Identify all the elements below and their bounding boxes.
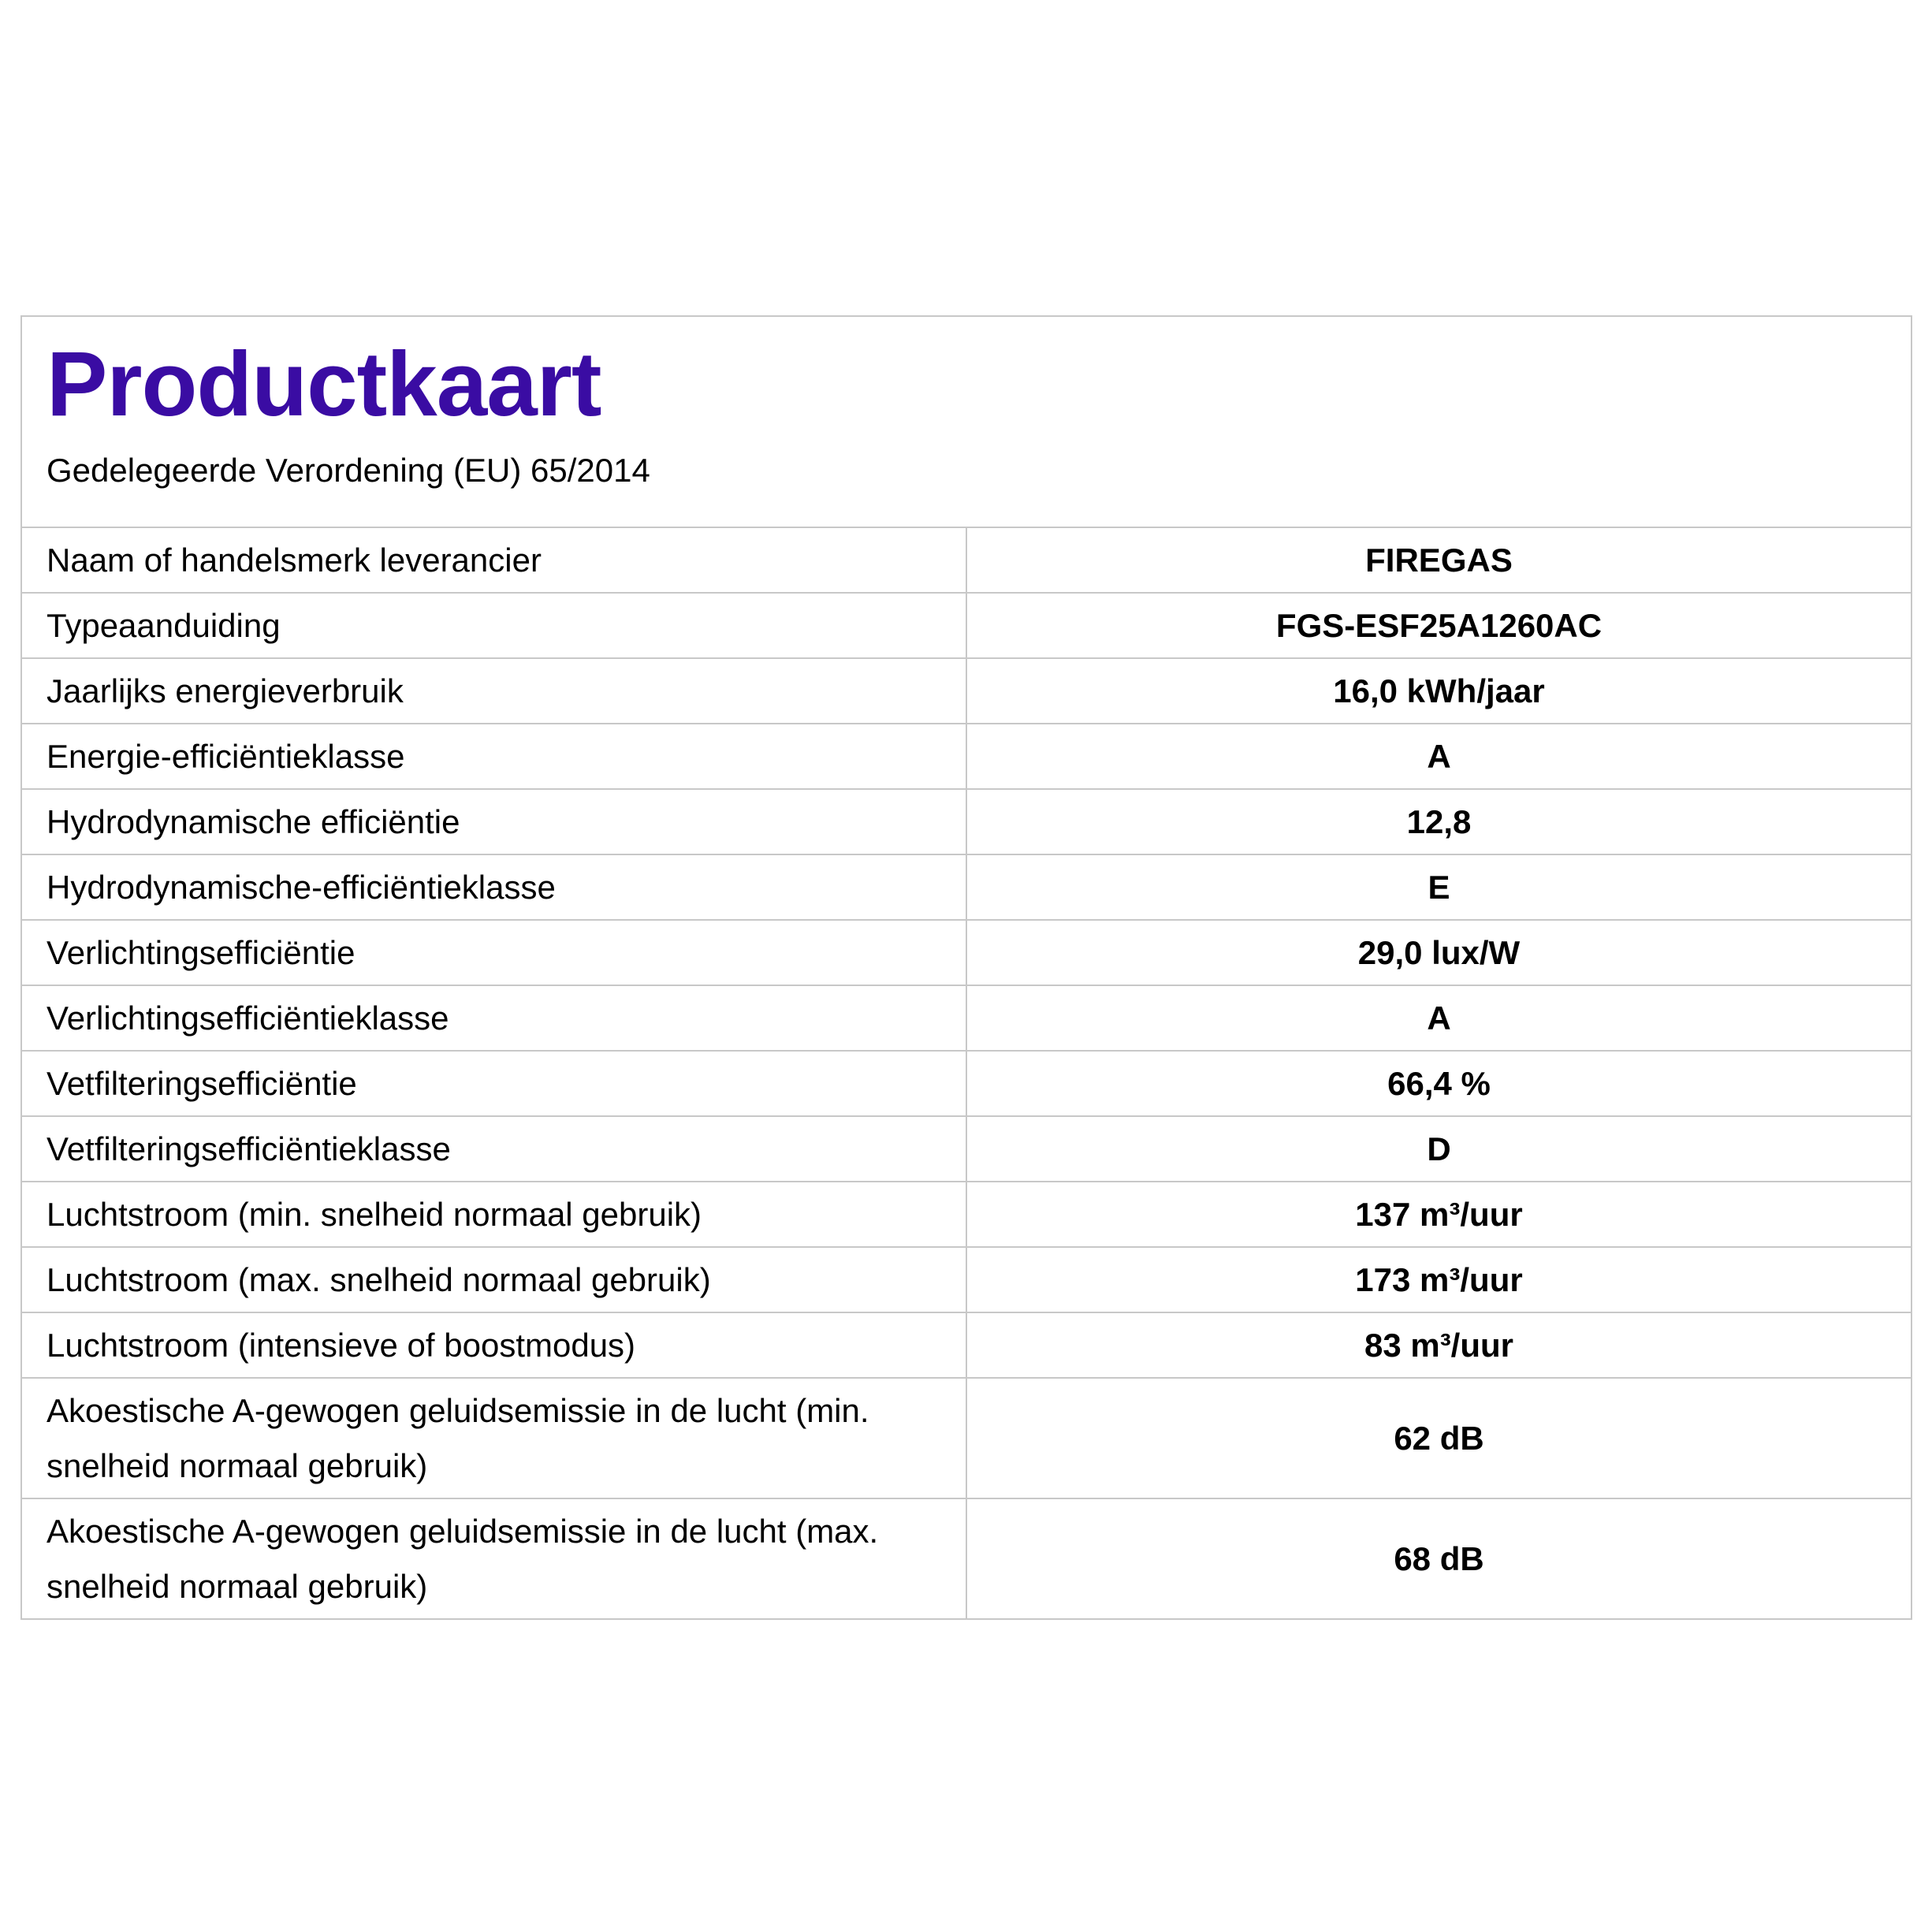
table-row [22, 593, 1911, 658]
product-card [20, 315, 1912, 1620]
table-row [22, 528, 1911, 593]
specs-table [22, 528, 1911, 1618]
table-row [22, 1312, 1911, 1378]
table-row [22, 1247, 1911, 1312]
table-row [22, 1116, 1911, 1182]
row-value: 68 dB [966, 1498, 1911, 1618]
row-value: E [966, 854, 1911, 920]
row-label: Akoestische A-gewogen geluidsemissie in de lucht (min. snelheid normaal gebruik) [22, 1378, 966, 1498]
row-label: Energie-efficiëntieklasse [22, 724, 966, 789]
row-label: Verlichtingsefficiëntie [22, 920, 966, 985]
row-value: 173 m³/uur [966, 1247, 1911, 1312]
row-label: Vetfilteringsefficiëntie [22, 1051, 966, 1116]
row-value: 29,0 lux/W [966, 920, 1911, 985]
row-value: 66,4 % [966, 1051, 1911, 1116]
table-row [22, 1378, 1911, 1498]
row-label: Luchtstroom (min. snelheid normaal gebruik) [22, 1182, 966, 1247]
regulation-subtitle: Gedelegeerde Verordening (EU) 65/2014 [47, 452, 650, 489]
row-value: D [966, 1116, 1911, 1182]
table-row [22, 854, 1911, 920]
table-row [22, 920, 1911, 985]
row-value: A [966, 724, 1911, 789]
table-row [22, 658, 1911, 724]
row-value: FIREGAS [1365, 541, 1513, 579]
row-value: 12,8 [966, 789, 1911, 854]
row-label: Hydrodynamische efficiëntie [22, 789, 966, 854]
row-label: Verlichtingsefficiëntieklasse [22, 985, 966, 1051]
table-row [22, 1051, 1911, 1116]
row-label: Akoestische A-gewogen geluidsemissie in de lucht (max. snelheid normaal gebruik) [22, 1498, 966, 1618]
row-value: A [966, 985, 1911, 1051]
row-value: 137 m³/uur [966, 1182, 1911, 1247]
table-row [22, 985, 1911, 1051]
table-row [22, 789, 1911, 854]
row-label: Vetfilteringsefficiëntieklasse [22, 1116, 966, 1182]
row-value: 62 dB [966, 1378, 1911, 1498]
page-title: Productkaart [47, 333, 601, 435]
row-label: Hydrodynamische-efficiëntieklasse [22, 854, 966, 920]
table-row [22, 1498, 1911, 1618]
row-label: Jaarlijks energieverbruik [22, 658, 966, 724]
row-value: FGS-ESF25A1260AC [966, 593, 1911, 658]
table-row [22, 1182, 1911, 1247]
row-value: 83 m³/uur [966, 1312, 1911, 1378]
row-label: Luchtstroom (intensieve of boostmodus) [22, 1312, 966, 1378]
row-label: Typeaanduiding [22, 593, 966, 658]
card-header [22, 317, 1911, 528]
table-row [22, 724, 1911, 789]
row-label: Luchtstroom (max. snelheid normaal gebruik) [22, 1247, 966, 1312]
row-value: 16,0 kWh/jaar [966, 658, 1911, 724]
row-label: Naam of handelsmerk leverancier [22, 528, 966, 593]
